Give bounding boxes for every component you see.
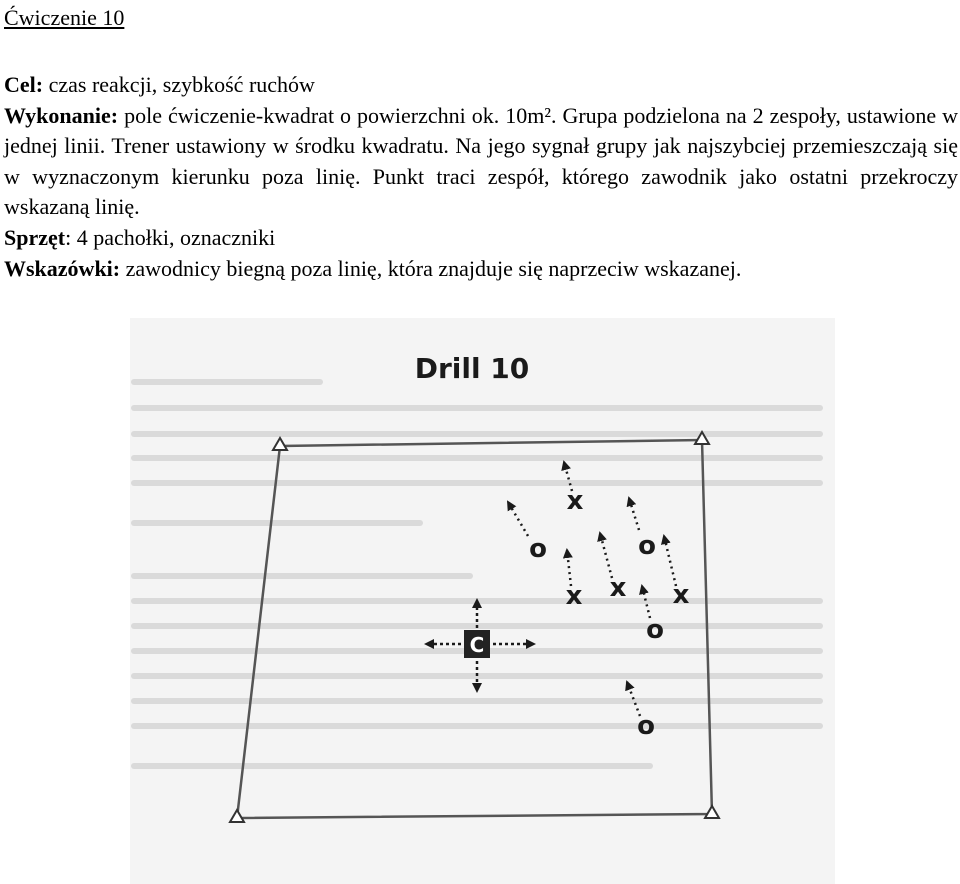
goal-line <box>4 70 958 101</box>
exercise-description <box>4 70 958 284</box>
execution-text: pole ćwiczenie-kwadrat o powierzchni ok. 10m². Grupa podzielona na 2 zespoły, ustawione w jednej linii. Trener ustawiony w środku kwadratu. Na jego sygnał grupy jak najszybciej przemieszczają się w wyznaczonym kierunku poza linię. Punkt traci zespół, którego zawodnik jako ostatni przekroczy wskazaną linię. <box>4 102 958 220</box>
drill-diagram <box>130 318 835 884</box>
svg-text:x: x <box>565 581 583 611</box>
coach-icon <box>464 630 490 658</box>
svg-text:o: o <box>637 711 655 741</box>
coach-label: C <box>469 633 485 657</box>
svg-text:o: o <box>646 615 664 645</box>
equipment-line <box>4 223 958 254</box>
svg-text:x: x <box>609 573 627 603</box>
svg-text:x: x <box>566 486 584 516</box>
tips-text: zawodnicy biegną poza linię, która znajduje się naprzeciw wskazanej. <box>120 255 742 281</box>
equipment-label: Sprzęt <box>4 224 66 250</box>
goal-text: czas reakcji, szybkość ruchów <box>43 72 315 97</box>
svg-text:o: o <box>638 531 656 561</box>
execution-label: Wykonanie: <box>4 102 119 128</box>
svg-text:o: o <box>529 534 547 564</box>
equipment-text: : 4 pachołki, oznaczniki <box>65 224 276 250</box>
execution-paragraph <box>4 101 958 223</box>
tips-label: Wskazówki: <box>4 255 121 281</box>
page-heading: Ćwiczenie 10 <box>4 5 125 30</box>
tips-line <box>4 254 958 285</box>
goal-label: Cel: <box>4 72 44 97</box>
diagram-title: Drill 10 <box>414 352 530 385</box>
svg-text:x: x <box>672 580 690 610</box>
drill-diagram-svg <box>130 318 835 884</box>
